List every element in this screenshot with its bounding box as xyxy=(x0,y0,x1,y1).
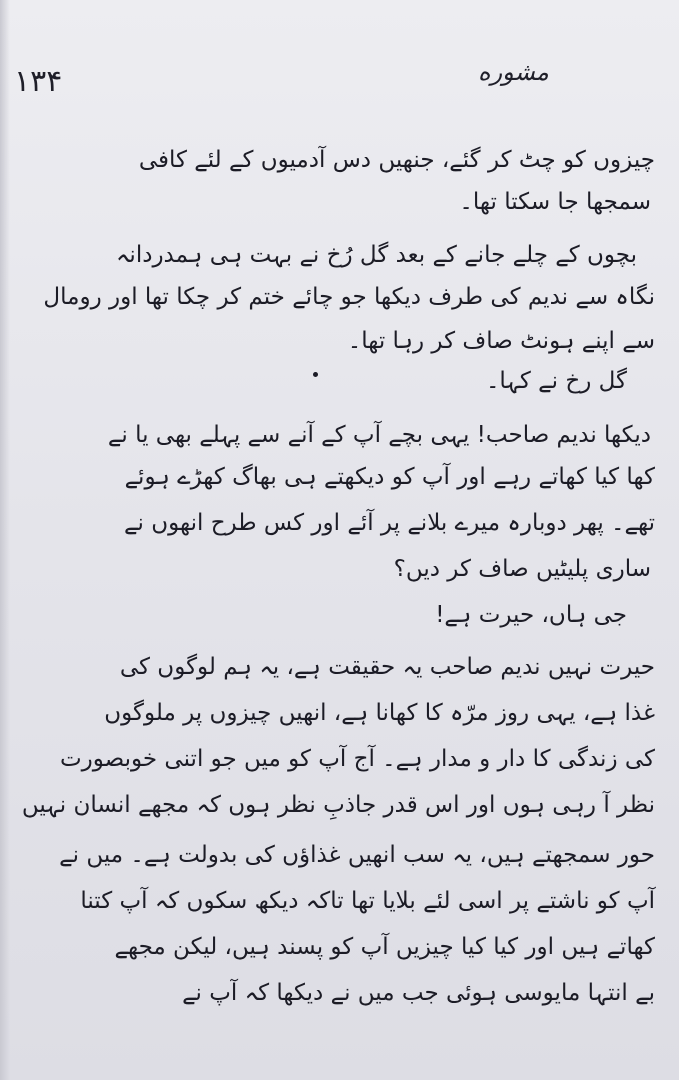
text-line: حور سمجھتے ہیں، یہ سب انھیں غذاؤں کی بدولت ہے۔ میں نے xyxy=(59,842,655,868)
running-title: مشوره xyxy=(478,58,549,86)
text-line: آپ کو ناشتے پر اسی لئے بلایا تھا تاکہ دیکھ سکوں کہ آپ کتنا xyxy=(80,888,655,914)
text-line: کھا کیا کھاتے رہے اور آپ کو دیکھتے ہی بھاگ کھڑے ہوئے xyxy=(124,464,655,490)
page-number: ۱۳۴ xyxy=(14,64,63,99)
text-line: غذا ہے، یہی روز مرّہ کا کھانا ہے، انھیں چیزوں پر ملوگوں xyxy=(104,700,655,726)
text-line: جی ہاں، حیرت ہے! xyxy=(435,602,627,628)
text-line: دیکھا ندیم صاحب! یہی بچے آپ کے آنے سے پہلے بھی یا نے xyxy=(107,422,651,448)
page-edge-shadow xyxy=(0,0,10,1080)
text-line: تھے۔ پھر دوبارہ میرے بلانے پر آئے اور کس طرح انھوں نے xyxy=(124,510,655,536)
text-line: بے انتہا مایوسی ہوئی جب میں نے دیکھا کہ آپ نے xyxy=(182,980,655,1006)
text-line: ساری پلیٹیں صاف کر دیں؟ xyxy=(393,556,651,582)
ink-mark xyxy=(313,372,318,377)
text-line: کی زندگی کا دار و مدار ہے۔ آج آپ کو میں جو اتنی خوبصورت xyxy=(60,746,655,772)
text-line: حیرت نہیں ندیم صاحب یہ حقیقت ہے، یہ ہم لوگوں کی xyxy=(119,654,655,680)
text-line: سمجھا جا سکتا تھا۔ xyxy=(459,189,651,215)
text-line: بچوں کے چلے جانے کے بعد گل رُخ نے بہت ہی ہمدردانہ xyxy=(115,242,637,268)
text-line: نگاہ سے ندیم کی طرف دیکھا جو چائے ختم کر چکا تھا اور رومال xyxy=(43,284,655,310)
text-line: سے اپنے ہونٹ صاف کر رہا تھا۔ xyxy=(347,328,655,354)
text-line: گل رخ نے کہا۔ xyxy=(485,368,627,394)
text-line: کھاتے ہیں اور کیا کیا چیزیں آپ کو پسند ہیں، لیکن مجھے xyxy=(114,934,655,960)
text-line: چیزوں کو چٹ کر گئے، جنھیں دس آدمیوں کے لئے کافی xyxy=(138,147,655,173)
text-line: نظر آ رہی ہوں اور اس قدر جاذبِ نظر ہوں کہ مجھے انسان نہیں xyxy=(21,792,655,818)
